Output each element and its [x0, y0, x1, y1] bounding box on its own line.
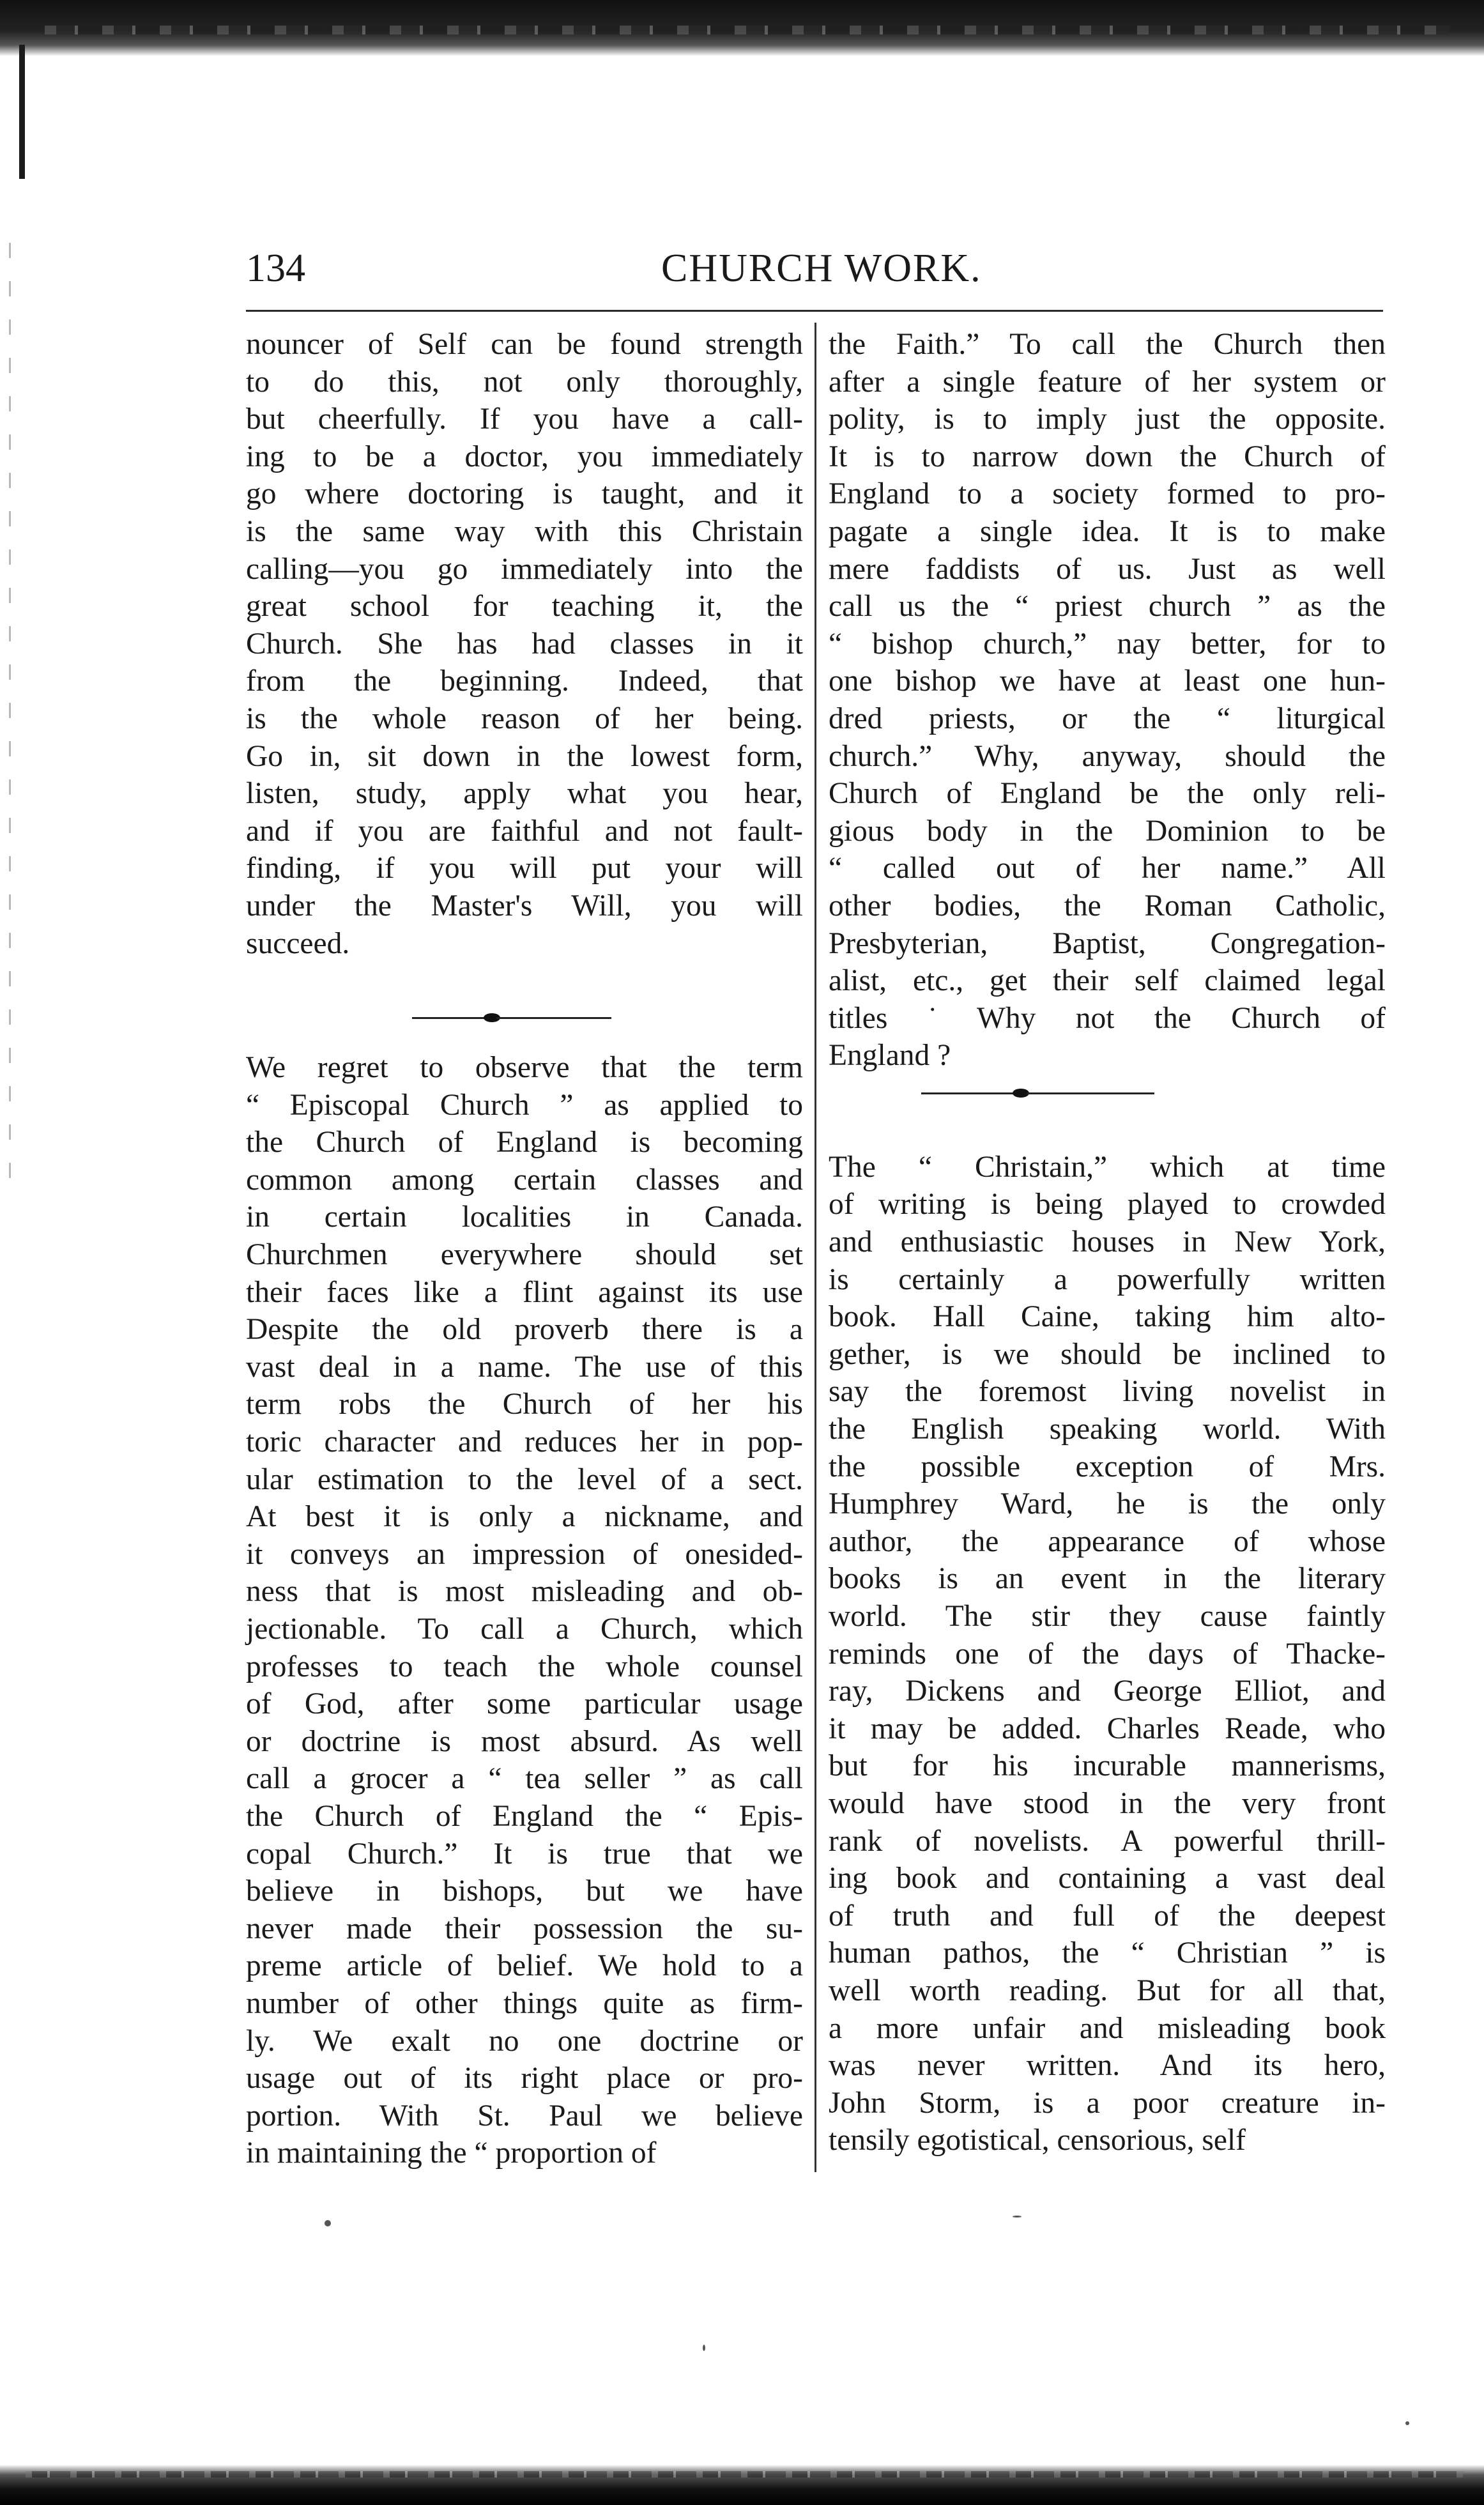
text-line: never made their possession the su- [246, 1911, 803, 1945]
text-line: believe in bishops, but we have [246, 1874, 803, 1908]
text-line: after a single feature of her system or [829, 365, 1386, 399]
text-line: gious body in the Dominion to be [829, 814, 1386, 848]
text-line: gether, is we should be inclined to [829, 1337, 1386, 1371]
page-header [246, 240, 1383, 297]
right-paragraph-1 [829, 326, 1386, 1075]
text-line: is the same way with this Christain [246, 514, 803, 548]
page-number: 134 [246, 247, 305, 290]
scan-bottom-noise [26, 2471, 1463, 2478]
text-line: author, the appearance of whose [829, 1524, 1386, 1558]
text-line: well worth reading. But for all that, [829, 1973, 1386, 2007]
text-line: toric character and reduces her in pop- [246, 1425, 803, 1459]
text-line: and enthusiastic houses in New York, [829, 1225, 1386, 1259]
text-line: of truth and full of the deepest [829, 1899, 1386, 1933]
text-line: book. Hall Caine, taking him alto- [829, 1300, 1386, 1334]
text-line: it conveys an impression of onesided- [246, 1537, 803, 1571]
text-line: to do this, not only thoroughly, [246, 365, 803, 399]
text-line: the English speaking world. With [829, 1413, 1386, 1446]
text-line: ly. We exalt no one doctrine or [246, 2024, 803, 2058]
text-line: call us the “ priest church ” as the [829, 590, 1386, 624]
text-line: human pathos, the “ Christian ” is [829, 1936, 1386, 1970]
text-line: in certain localities in Canada. [246, 1200, 803, 1234]
scan-speck [703, 2345, 705, 2351]
text-line: was never written. And its hero, [829, 2049, 1386, 2083]
text-line: call a grocer a “ tea seller ” as call [246, 1762, 803, 1796]
text-line: Despite the old proverb there is a [246, 1313, 803, 1347]
text-line: listen, study, apply what you hear, [246, 777, 803, 811]
text-line: or doctrine is most absurd. As well [246, 1724, 803, 1758]
header-rule [246, 310, 1383, 312]
text-line: tensily egotistical, censorious, self [829, 2124, 1246, 2157]
text-line: would have stood in the very front [829, 1786, 1386, 1820]
text-line: professes to teach the whole counsel [246, 1650, 803, 1683]
text-line: ing book and containing a vast deal [829, 1862, 1386, 1896]
left-paragraph-1 [246, 326, 803, 962]
text-line: pagate a single idea. It is to make [829, 514, 1386, 548]
text-line: and if you are faithful and not fault- [246, 814, 803, 848]
text-line: rank of novelists. A powerful thrill- [829, 1824, 1386, 1858]
text-line: ray, Dickens and George Elliot, and [829, 1674, 1386, 1708]
text-line: but cheerfully. If you have a call- [246, 402, 803, 436]
text-line: is certainly a powerfully written [829, 1262, 1386, 1296]
text-line: one bishop we have at least one hun- [829, 664, 1386, 698]
text-line: other bodies, the Roman Catholic, [829, 889, 1386, 923]
scan-speck [325, 2220, 331, 2226]
text-line: Church. She has had classes in it [246, 627, 803, 661]
text-line: usage out of its right place or pro- [246, 2062, 803, 2095]
text-line: the Church of England is becoming [246, 1126, 803, 1160]
text-line: “ bishop church,” nay better, for to [829, 627, 1386, 661]
text-line: dred priests, or the “ liturgical [829, 701, 1386, 735]
text-line: Churchmen everywhere should set [246, 1238, 803, 1272]
text-line: great school for teaching it, the [246, 590, 803, 624]
section-divider-ornament [829, 1075, 1386, 1112]
text-line: At best it is only a nickname, and [246, 1500, 803, 1534]
right-column [829, 326, 1386, 2179]
text-line: the Church of England the “ Epis- [246, 1799, 803, 1833]
text-line: of writing is being played to crowded [829, 1188, 1386, 1222]
text-line: “ called out of her name.” All [829, 852, 1386, 885]
text-line: church.” Why, anyway, should the [829, 739, 1386, 773]
text-line: succeed. [246, 926, 350, 960]
column-divider [815, 323, 816, 2172]
text-line: nouncer of Self can be found strength [246, 328, 803, 361]
text-line: “ Episcopal Church ” as applied to [246, 1088, 803, 1122]
text-line: common among certain classes and [246, 1163, 803, 1197]
text-line: but for his incurable mannerisms, [829, 1749, 1386, 1783]
scan-top-noise [45, 26, 1450, 34]
text-line: say the foremost living novelist in [829, 1375, 1386, 1409]
text-line: Presbyterian, Baptist, Congregation- [829, 926, 1386, 960]
right-paragraph-2 [829, 1149, 1386, 2159]
text-line: ness that is most misleading and ob- [246, 1575, 803, 1609]
text-line: their faces like a flint against its use [246, 1275, 803, 1309]
text-line: in maintaining the “ proportion of [246, 2136, 657, 2170]
text-line: jectionable. To call a Church, which [246, 1613, 803, 1646]
text-line: from the beginning. Indeed, that [246, 664, 803, 698]
text-line: world. The stir they cause faintly [829, 1600, 1386, 1633]
text-line: The “ Christain,” which at time [829, 1150, 1386, 1184]
text-line: portion. With St. Paul we believe [246, 2099, 803, 2133]
scan-left-binding-mark [19, 45, 25, 179]
text-line: books is an event in the literary [829, 1562, 1386, 1596]
text-line: mere faddists of us. Just as well [829, 552, 1386, 586]
text-line: the Faith.” To call the Church then [829, 328, 1386, 361]
text-line: go where doctoring is taught, and it [246, 477, 803, 511]
text-line: We regret to observe that the term [246, 1051, 803, 1085]
text-line: ing to be a doctor, you immediately [246, 440, 803, 473]
text-line: Church of England be the only reli- [829, 777, 1386, 811]
text-line: under the Master's Will, you will [246, 889, 803, 923]
text-line: the possible exception of Mrs. [829, 1450, 1386, 1483]
text-line: finding, if you will put your will [246, 852, 803, 885]
text-line: ular estimation to the level of a sect. [246, 1462, 803, 1496]
text-line: polity, is to imply just the opposite. [829, 402, 1386, 436]
text-line: England to a society formed to pro- [829, 477, 1386, 511]
text-line: Humphrey Ward, he is the only [829, 1487, 1386, 1521]
text-line: a more unfair and misleading book [829, 2011, 1386, 2045]
scan-left-edge [9, 243, 11, 1201]
text-line: John Storm, is a poor creature in- [829, 2086, 1386, 2120]
section-divider-ornament [246, 999, 803, 1036]
text-line: it may be added. Charles Reade, who [829, 1712, 1386, 1745]
text-line: calling—you go immediately into the [246, 552, 803, 586]
text-line: number of other things quite as firm- [246, 1986, 803, 2020]
text-line: alist, etc., get their self claimed legal [829, 964, 1386, 998]
text-line: term robs the Church of her his [246, 1388, 803, 1421]
left-paragraph-2 [246, 1049, 803, 2172]
text-line: It is to narrow down the Church of [829, 440, 1386, 473]
text-line: titles ˙ Why not the Church of [829, 1001, 1386, 1035]
text-line: reminds one of the days of Thacke- [829, 1637, 1386, 1671]
text-line: vast deal in a name. The use of this [246, 1350, 803, 1384]
scan-speck [1405, 2421, 1409, 2425]
running-title: CHURCH WORK. [661, 247, 982, 290]
text-line: copal Church.” It is true that we [246, 1837, 803, 1871]
scan-speck [1013, 2216, 1021, 2218]
text-line: is the whole reason of her being. [246, 701, 803, 735]
text-line: Go in, sit down in the lowest form, [246, 739, 803, 773]
left-column [246, 326, 803, 2179]
text-line: of God, after some particular usage [246, 1687, 803, 1721]
text-line: preme article of belief. We hold to a [246, 1949, 803, 1983]
text-line: England ? [829, 1039, 951, 1073]
